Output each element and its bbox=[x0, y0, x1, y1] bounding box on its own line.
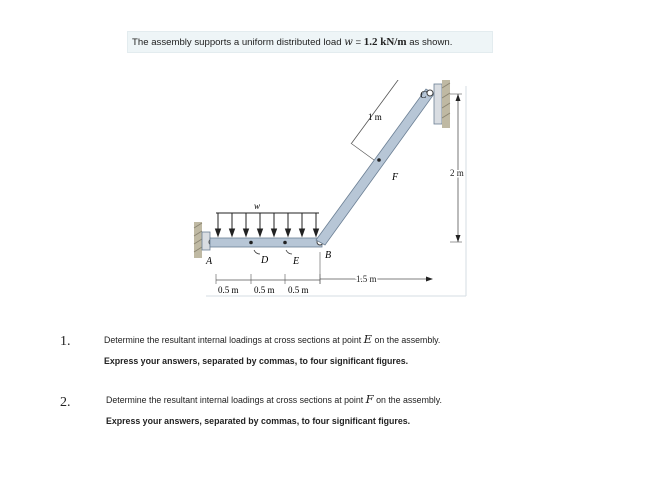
dim-seg1-label: 0.5 m bbox=[218, 285, 239, 295]
question-2-suffix: on the assembly. bbox=[376, 395, 442, 405]
dim-1m-label: 1 m bbox=[368, 112, 382, 122]
dim-2m-arrow-bottom bbox=[456, 235, 461, 242]
question-1-prefix: Determine the resultant internal loadings at cross sections at point bbox=[104, 335, 362, 345]
load-symbol: w bbox=[344, 37, 353, 48]
question-1-point: E bbox=[363, 332, 373, 346]
point-f bbox=[377, 158, 381, 162]
problem-statement bbox=[127, 31, 493, 53]
label-d: D bbox=[261, 255, 269, 266]
pin-c bbox=[427, 90, 433, 96]
dim-1m-ext-f bbox=[352, 144, 374, 160]
label-a: A bbox=[206, 256, 213, 267]
member-ab bbox=[210, 238, 322, 247]
assembly-figure bbox=[188, 80, 468, 298]
question-1 bbox=[104, 333, 440, 368]
label-b: B bbox=[325, 250, 332, 261]
question-1-instruction: Express your answers, separated by commas, to four significant figures. bbox=[104, 356, 409, 366]
label-c: C bbox=[420, 90, 427, 101]
bracket-c bbox=[434, 84, 442, 124]
label-w: w bbox=[254, 201, 261, 211]
dim-2m-arrow-top bbox=[456, 94, 461, 101]
dim-1_5m-arrow-right bbox=[426, 277, 433, 282]
section-mark-d bbox=[254, 250, 260, 254]
assembly-diagram bbox=[188, 80, 468, 298]
dim-seg-ticks bbox=[216, 274, 320, 284]
load-value: 1.2 kN/m bbox=[363, 36, 407, 48]
question-2 bbox=[106, 393, 442, 428]
statement-suffix: as shown. bbox=[409, 37, 453, 48]
label-e: E bbox=[293, 256, 300, 267]
point-d bbox=[249, 241, 253, 245]
load-arrows bbox=[216, 213, 319, 236]
label-f: F bbox=[392, 172, 399, 183]
point-e bbox=[283, 241, 287, 245]
section-mark-e bbox=[286, 250, 292, 254]
statement-prefix: The assembly supports a uniform distributed load bbox=[132, 37, 342, 48]
dim-1_5m-label: 1.5 m bbox=[356, 274, 377, 284]
question-2-point: F bbox=[365, 392, 374, 406]
question-2-prefix: Determine the resultant internal loadings at cross sections at point bbox=[106, 395, 364, 405]
question-1-number: 1. bbox=[60, 334, 71, 349]
question-1-suffix: on the assembly. bbox=[374, 335, 441, 345]
dim-seg2-label: 0.5 m bbox=[254, 285, 275, 295]
question-2-number: 2. bbox=[60, 395, 71, 410]
equals-sign: = bbox=[352, 37, 364, 48]
question-2-instruction: Express your answers, separated by commas, to four significant figures. bbox=[106, 416, 411, 426]
dim-seg3-label: 0.5 m bbox=[288, 285, 309, 295]
dim-2m-label: 2 m bbox=[450, 168, 464, 178]
